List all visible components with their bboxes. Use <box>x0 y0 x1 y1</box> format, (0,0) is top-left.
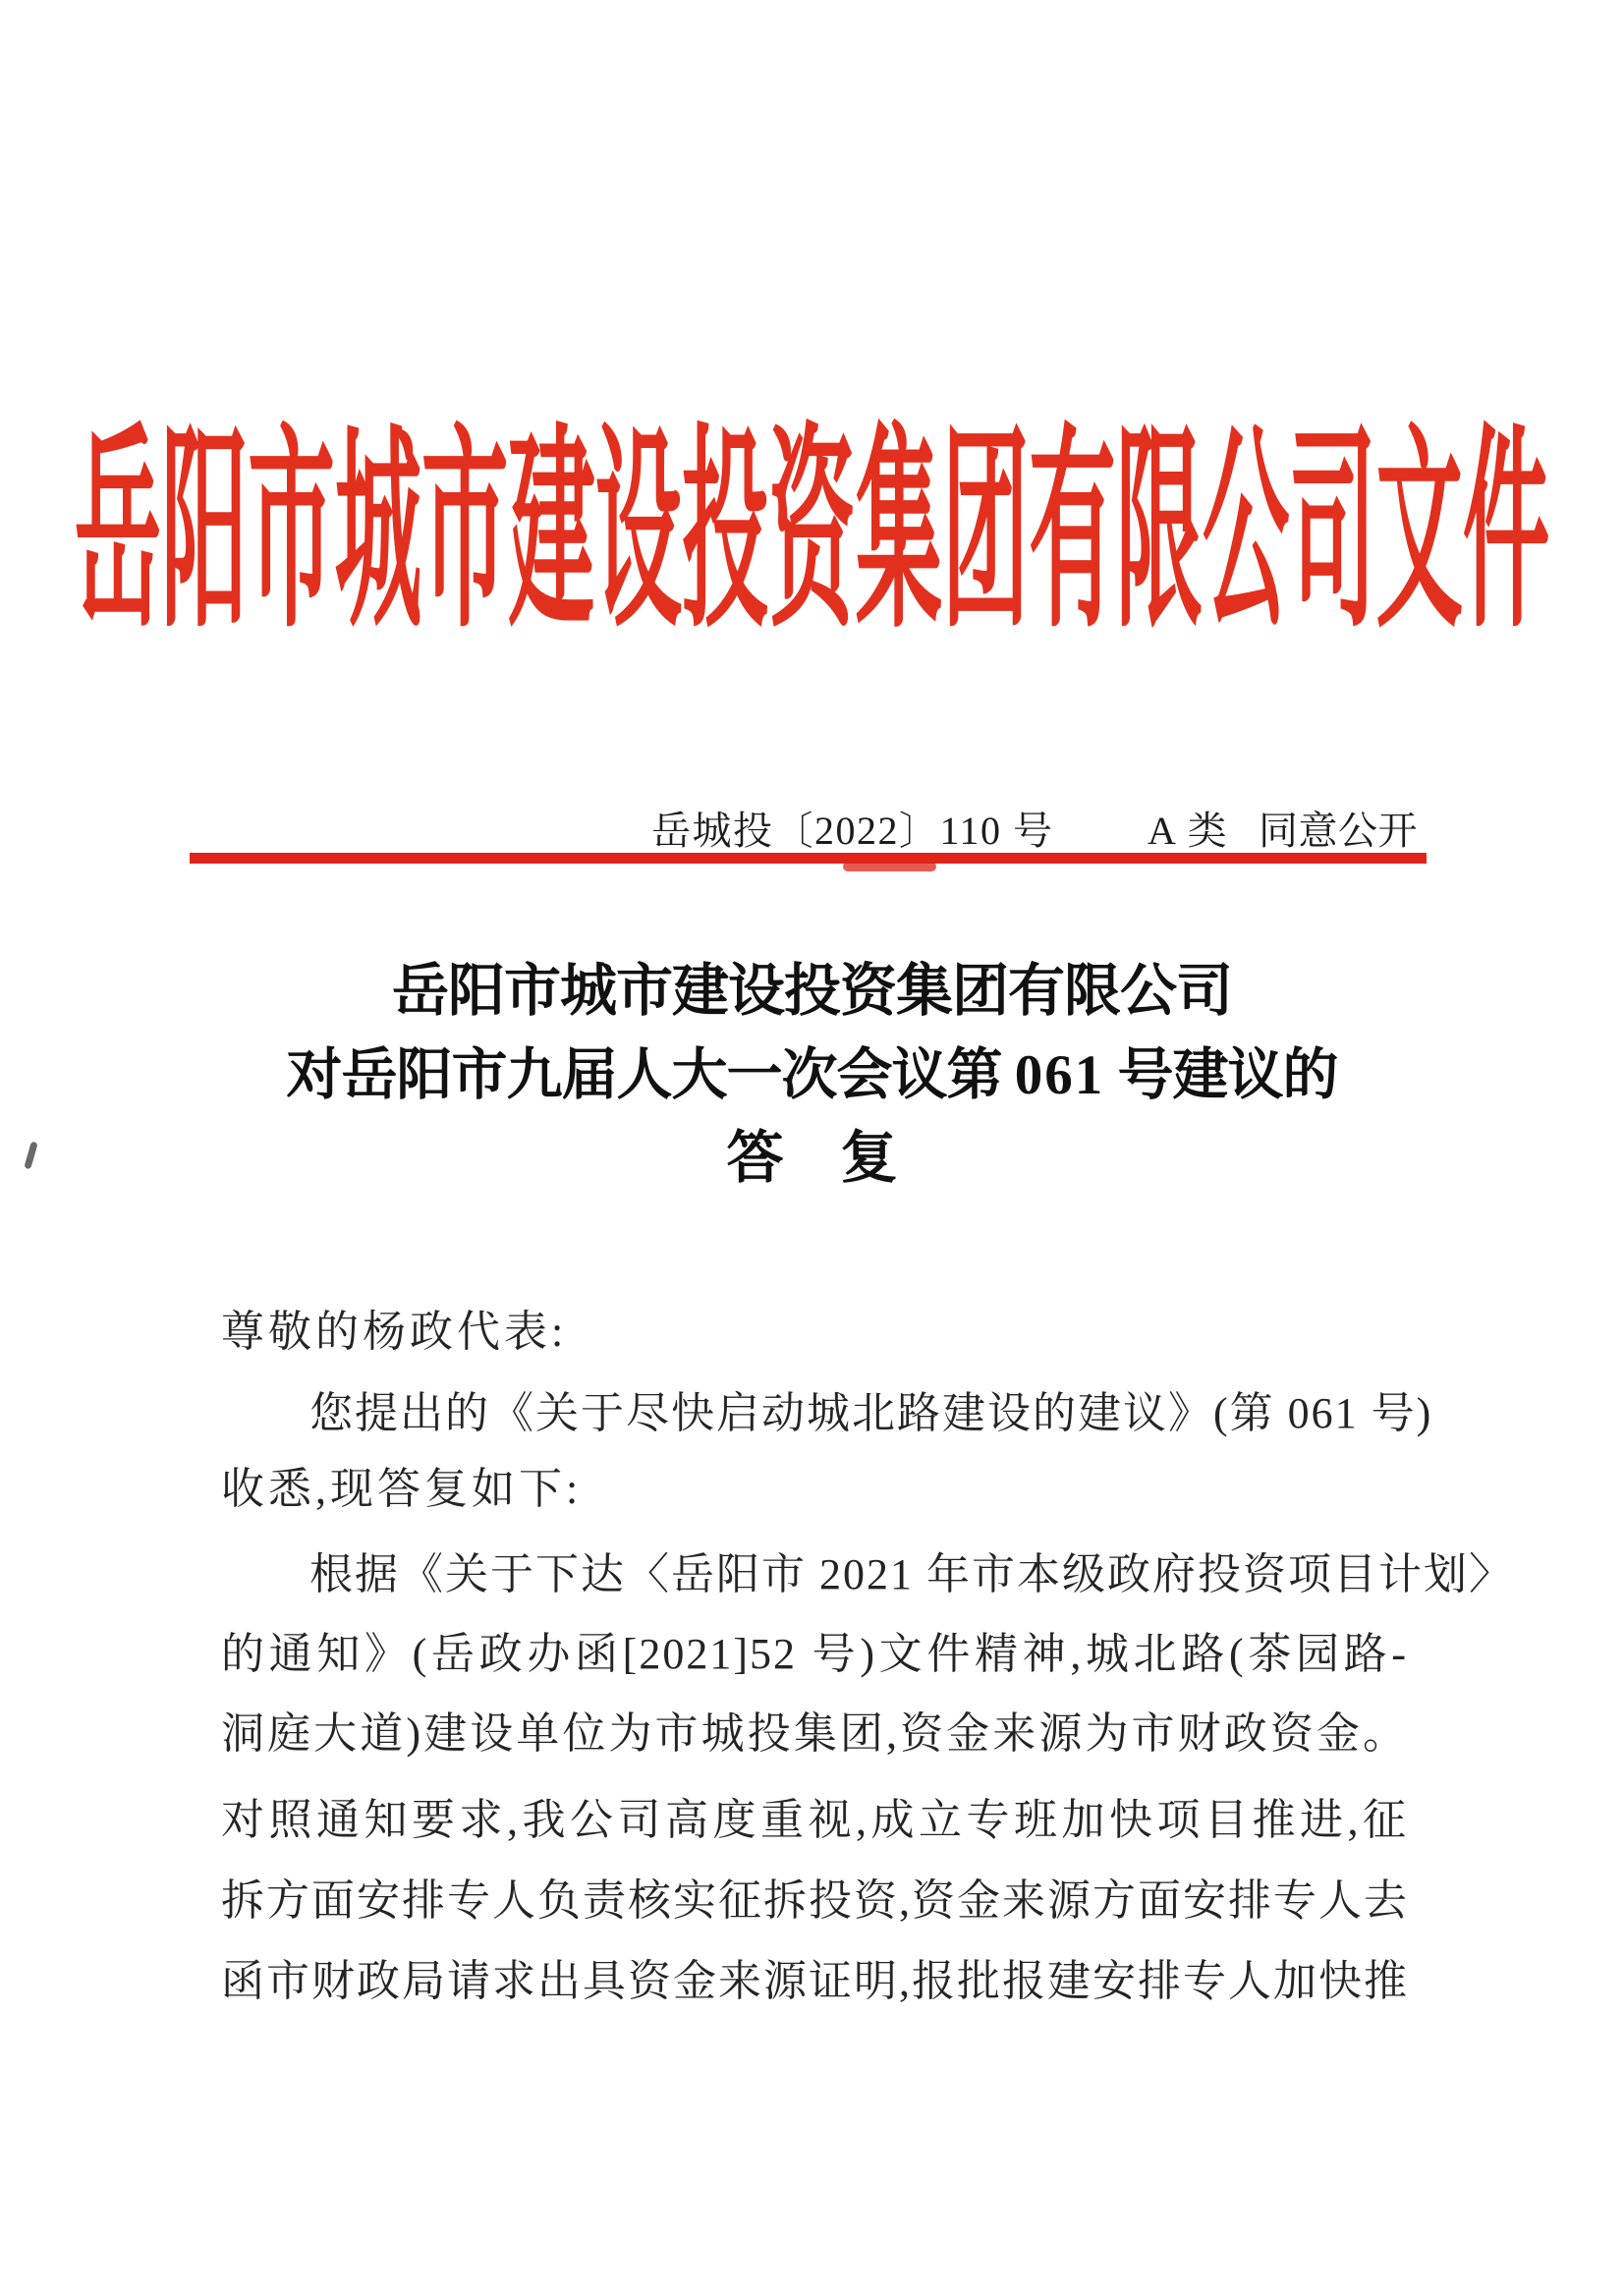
red-separator-rule <box>190 853 1427 864</box>
title-proposal-number: 061 <box>1014 1044 1105 1106</box>
body-line: 函市财政局请求出具资金来源证明,报批报建安排专人加快推 <box>221 1957 1409 2005</box>
title-line-2-suffix: 号建议的 <box>1104 1044 1338 1106</box>
rule-ink-smudge <box>843 862 936 871</box>
title-line-3: 答 复 <box>726 1126 898 1190</box>
org-banner-title: 岳阳市城市建设投资集团有限公司文件 <box>74 412 1550 653</box>
body-line: 收悉,现答复如下: <box>221 1465 583 1513</box>
doc-publicity-status: 同意公开 <box>1259 809 1418 853</box>
title-line-1: 岳阳市城市建设投资集团有限公司 <box>391 959 1232 1023</box>
body-line: 对照通知要求,我公司高度重视,成立专班加快项目推进,征 <box>221 1796 1408 1844</box>
salutation-line: 尊敬的杨政代表: <box>221 1308 568 1356</box>
doc-number: 岳城投〔2022〕110 号 <box>651 809 1054 853</box>
title-line-2 <box>0 1043 1624 1108</box>
doc-category-label: A 类 <box>1148 809 1229 853</box>
body-line: 您提出的《关于尽快启动城北路建设的建议》(第 061 号) <box>309 1389 1433 1437</box>
title-line-2-prefix: 对岳阳市九届人大一次会议第 <box>286 1044 1015 1106</box>
body-line: 根据《关于下达〈岳阳市 2021 年市本级政府投资项目计划〉 <box>309 1550 1514 1598</box>
body-line: 拆方面安排专人负责核实征拆投资,资金来源方面安排专人去 <box>221 1876 1409 1925</box>
body-line: 的通知》(岳政办函[2021]52 号)文件精神,城北路(茶园路- <box>221 1630 1408 1678</box>
body-line: 洞庭大道)建设单位为市城投集团,资金来源为市财政资金。 <box>221 1709 1408 1758</box>
